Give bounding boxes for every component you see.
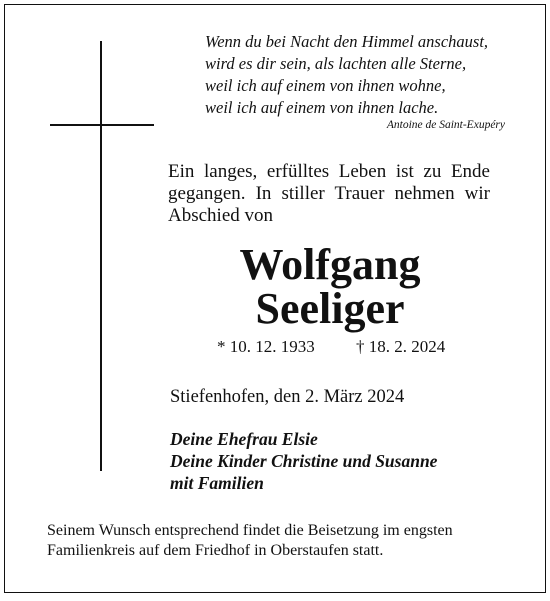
obituary-notice (4, 4, 546, 593)
birth-star-icon: * (217, 337, 226, 356)
birth-date: 10. 12. 1933 (229, 337, 315, 356)
deceased-first-name: Wolfgang (239, 240, 421, 289)
signature-line: Deine Ehefrau Elsie (170, 429, 318, 449)
birth-date-line (217, 337, 315, 357)
cross-icon-vertical-bar (100, 41, 102, 471)
notice-line: Familienkreis auf dem Friedhof in Oberstaufen statt. (47, 542, 384, 559)
death-date: 18. 2. 2024 (368, 337, 446, 356)
notice-line: Seinem Wunsch entsprechend findet die Beisetzung im engsten (47, 522, 453, 539)
mourners-signatures (170, 428, 510, 494)
deceased-last-name: Seeliger (255, 284, 405, 333)
funeral-notice (47, 521, 517, 561)
death-cross-icon: † (356, 337, 365, 356)
death-date-line (356, 337, 445, 357)
intro-text: Ein langes, erfülltes Leben ist zu Ende gegangen. In stiller Trauer nehmen wir Abschied von (168, 161, 490, 226)
poem-line: Wenn du bei Nacht den Himmel anschaust, (205, 32, 489, 51)
signature-line: mit Familien (170, 473, 264, 493)
poem-quote (205, 31, 515, 119)
poem-line: weil ich auf einem von ihnen wohne, (205, 76, 446, 95)
poem-author: Antoine de Saint-Exupéry (386, 119, 505, 131)
signature-line: Deine Kinder Christine und Susanne (170, 451, 438, 471)
poem-line: weil ich auf einem von ihnen lache. (205, 98, 439, 117)
poem-line: wird es dir sein, als lachten alle Sterne, (205, 54, 467, 73)
cross-icon-horizontal-bar (50, 124, 154, 126)
place-and-date: Stiefenhofen, den 2. März 2024 (170, 387, 405, 407)
